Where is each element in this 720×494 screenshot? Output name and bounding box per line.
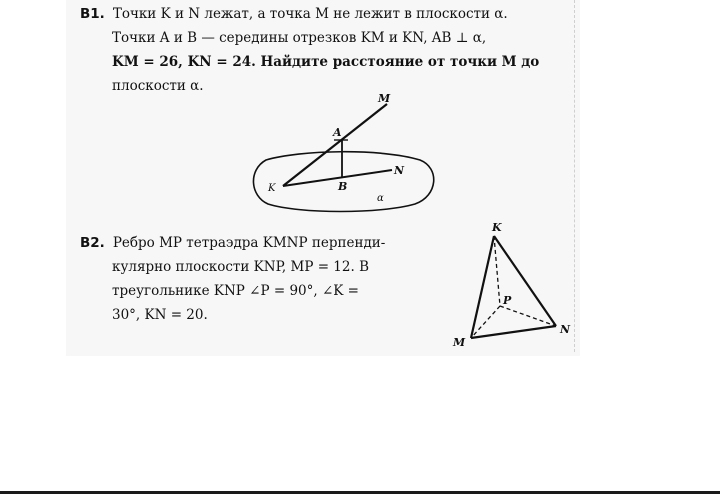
label-b: B (338, 180, 348, 193)
label-n: N (560, 323, 571, 336)
label-m: M (453, 336, 466, 349)
problem-b2-line-4: 30°, KN = 20. (112, 307, 208, 323)
edge-mn (471, 326, 556, 338)
problem-b1-line-3: KM = 26, KN = 24. Найдите расстояние от точки M до (112, 54, 540, 70)
problem-b2-number: B2. (80, 235, 105, 251)
edge-pn (500, 306, 556, 326)
edge-kn (494, 236, 556, 326)
problem-b1-line-1: B1. Точки K и N лежат, а точка M не лежит в плоскости α. (80, 6, 508, 22)
label-a: A (333, 126, 342, 139)
label-n: N (394, 164, 405, 177)
problem-b1-line-2: Точки A и B — середины отрезков KM и KN, AB ⊥ α, (112, 30, 487, 46)
label-k: K (492, 221, 502, 234)
figure-b1 (253, 92, 433, 212)
problem-b1-number: B1. (80, 6, 105, 22)
problem-b1-line-4: плоскости α. (112, 78, 204, 94)
problem-b2-line-3: треугольнике KNP ∠P = 90°, ∠K = (112, 283, 359, 299)
edge-kp (494, 236, 500, 306)
problem-b2-line-2: кулярно плоскости KNP, MP = 12. В (112, 259, 369, 275)
problem-b2-line-1: B2. Ребро MP тетраэдра KMNP перпенди- (80, 235, 386, 251)
label-alpha: α (377, 193, 384, 204)
label-p: P (503, 294, 512, 307)
label-m: M (378, 92, 391, 105)
label-k: K (268, 183, 276, 194)
edge-km (471, 236, 494, 338)
figure-b2 (452, 221, 571, 349)
